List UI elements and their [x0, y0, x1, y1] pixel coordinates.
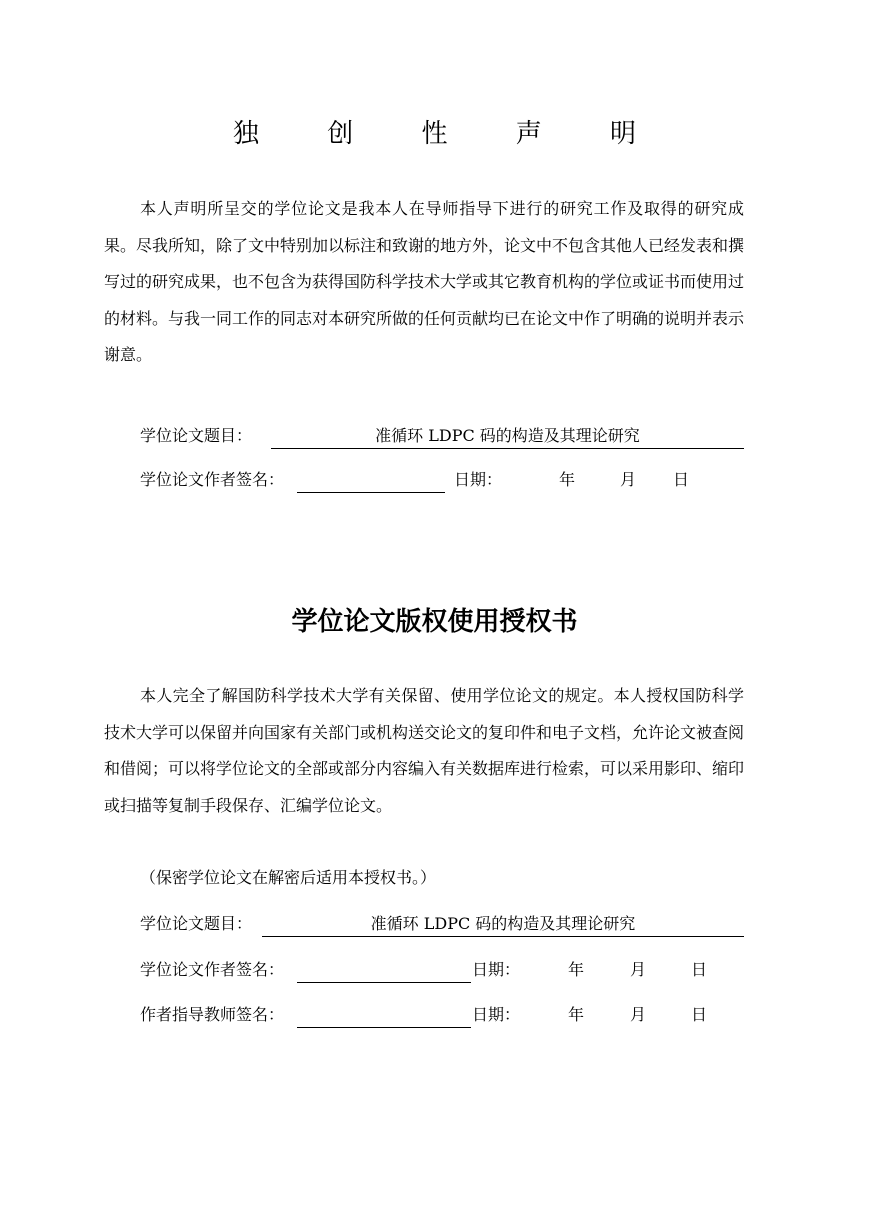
month-label: 月 [620, 470, 637, 489]
authorization-note: （保密学位论文在解密后适用本授权书。） [140, 868, 437, 887]
declaration-title: 独 创 性 声 明 [232, 119, 667, 149]
month-label: 月 [630, 960, 647, 979]
year-label: 年 [568, 960, 585, 979]
author-signature-label: 学位论文作者签名： [140, 470, 285, 489]
date-label: 日期： [472, 960, 521, 979]
year-label: 年 [559, 470, 576, 489]
date-label: 日期： [472, 1005, 521, 1024]
authorization-title: 学位论文版权使用授权书 [291, 607, 578, 637]
author-signature-label: 学位论文作者签名： [140, 960, 285, 979]
declaration-body: 本人声明所呈交的学位论文是我本人在导师指导下进行的研究工作及取得的研究成果。尽我所知，除了文中特别加以标注和致谢的地方外，论文中不包含其他人已经发表和撰写过的研究成果，也不包含为获得国防科学技术大学或其它教育机构的学位或证书而使用过的材料。与我一同工作的同志对本研究所做的任何贡献均已在论文中作了明确的说明并表示谢意。 [104, 199, 745, 364]
date-label: 日期： [454, 470, 503, 489]
month-label: 月 [630, 1005, 647, 1024]
day-label: 日 [673, 470, 690, 489]
author-signature-line[interactable] [297, 958, 471, 983]
thesis-title-value: 准循环 LDPC 码的构造及其理论研究 [262, 912, 744, 937]
day-label: 日 [691, 960, 708, 979]
authorization-body: 本人完全了解国防科学技术大学有关保留、使用学位论文的规定。本人授权国防科学技术大学可以保留并向国家有关部门或机构送交论文的复印件和电子文档，允许论文被查阅和借阅；可以将学位论文的全部或部分内容编入有关数据库进行检索，可以采用影印、缩印或扫描等复制手段保存、汇编学位论文。 [104, 686, 745, 815]
supervisor-signature-line[interactable] [297, 1003, 471, 1028]
author-signature-line[interactable] [297, 468, 445, 493]
thesis-title-label: 学位论文题目： [140, 426, 253, 445]
thesis-title-value: 准循环 LDPC 码的构造及其理论研究 [271, 424, 744, 449]
thesis-title-label: 学位论文题目： [140, 914, 253, 933]
supervisor-signature-label: 作者指导教师签名： [140, 1005, 285, 1024]
year-label: 年 [568, 1005, 585, 1024]
day-label: 日 [691, 1005, 708, 1024]
